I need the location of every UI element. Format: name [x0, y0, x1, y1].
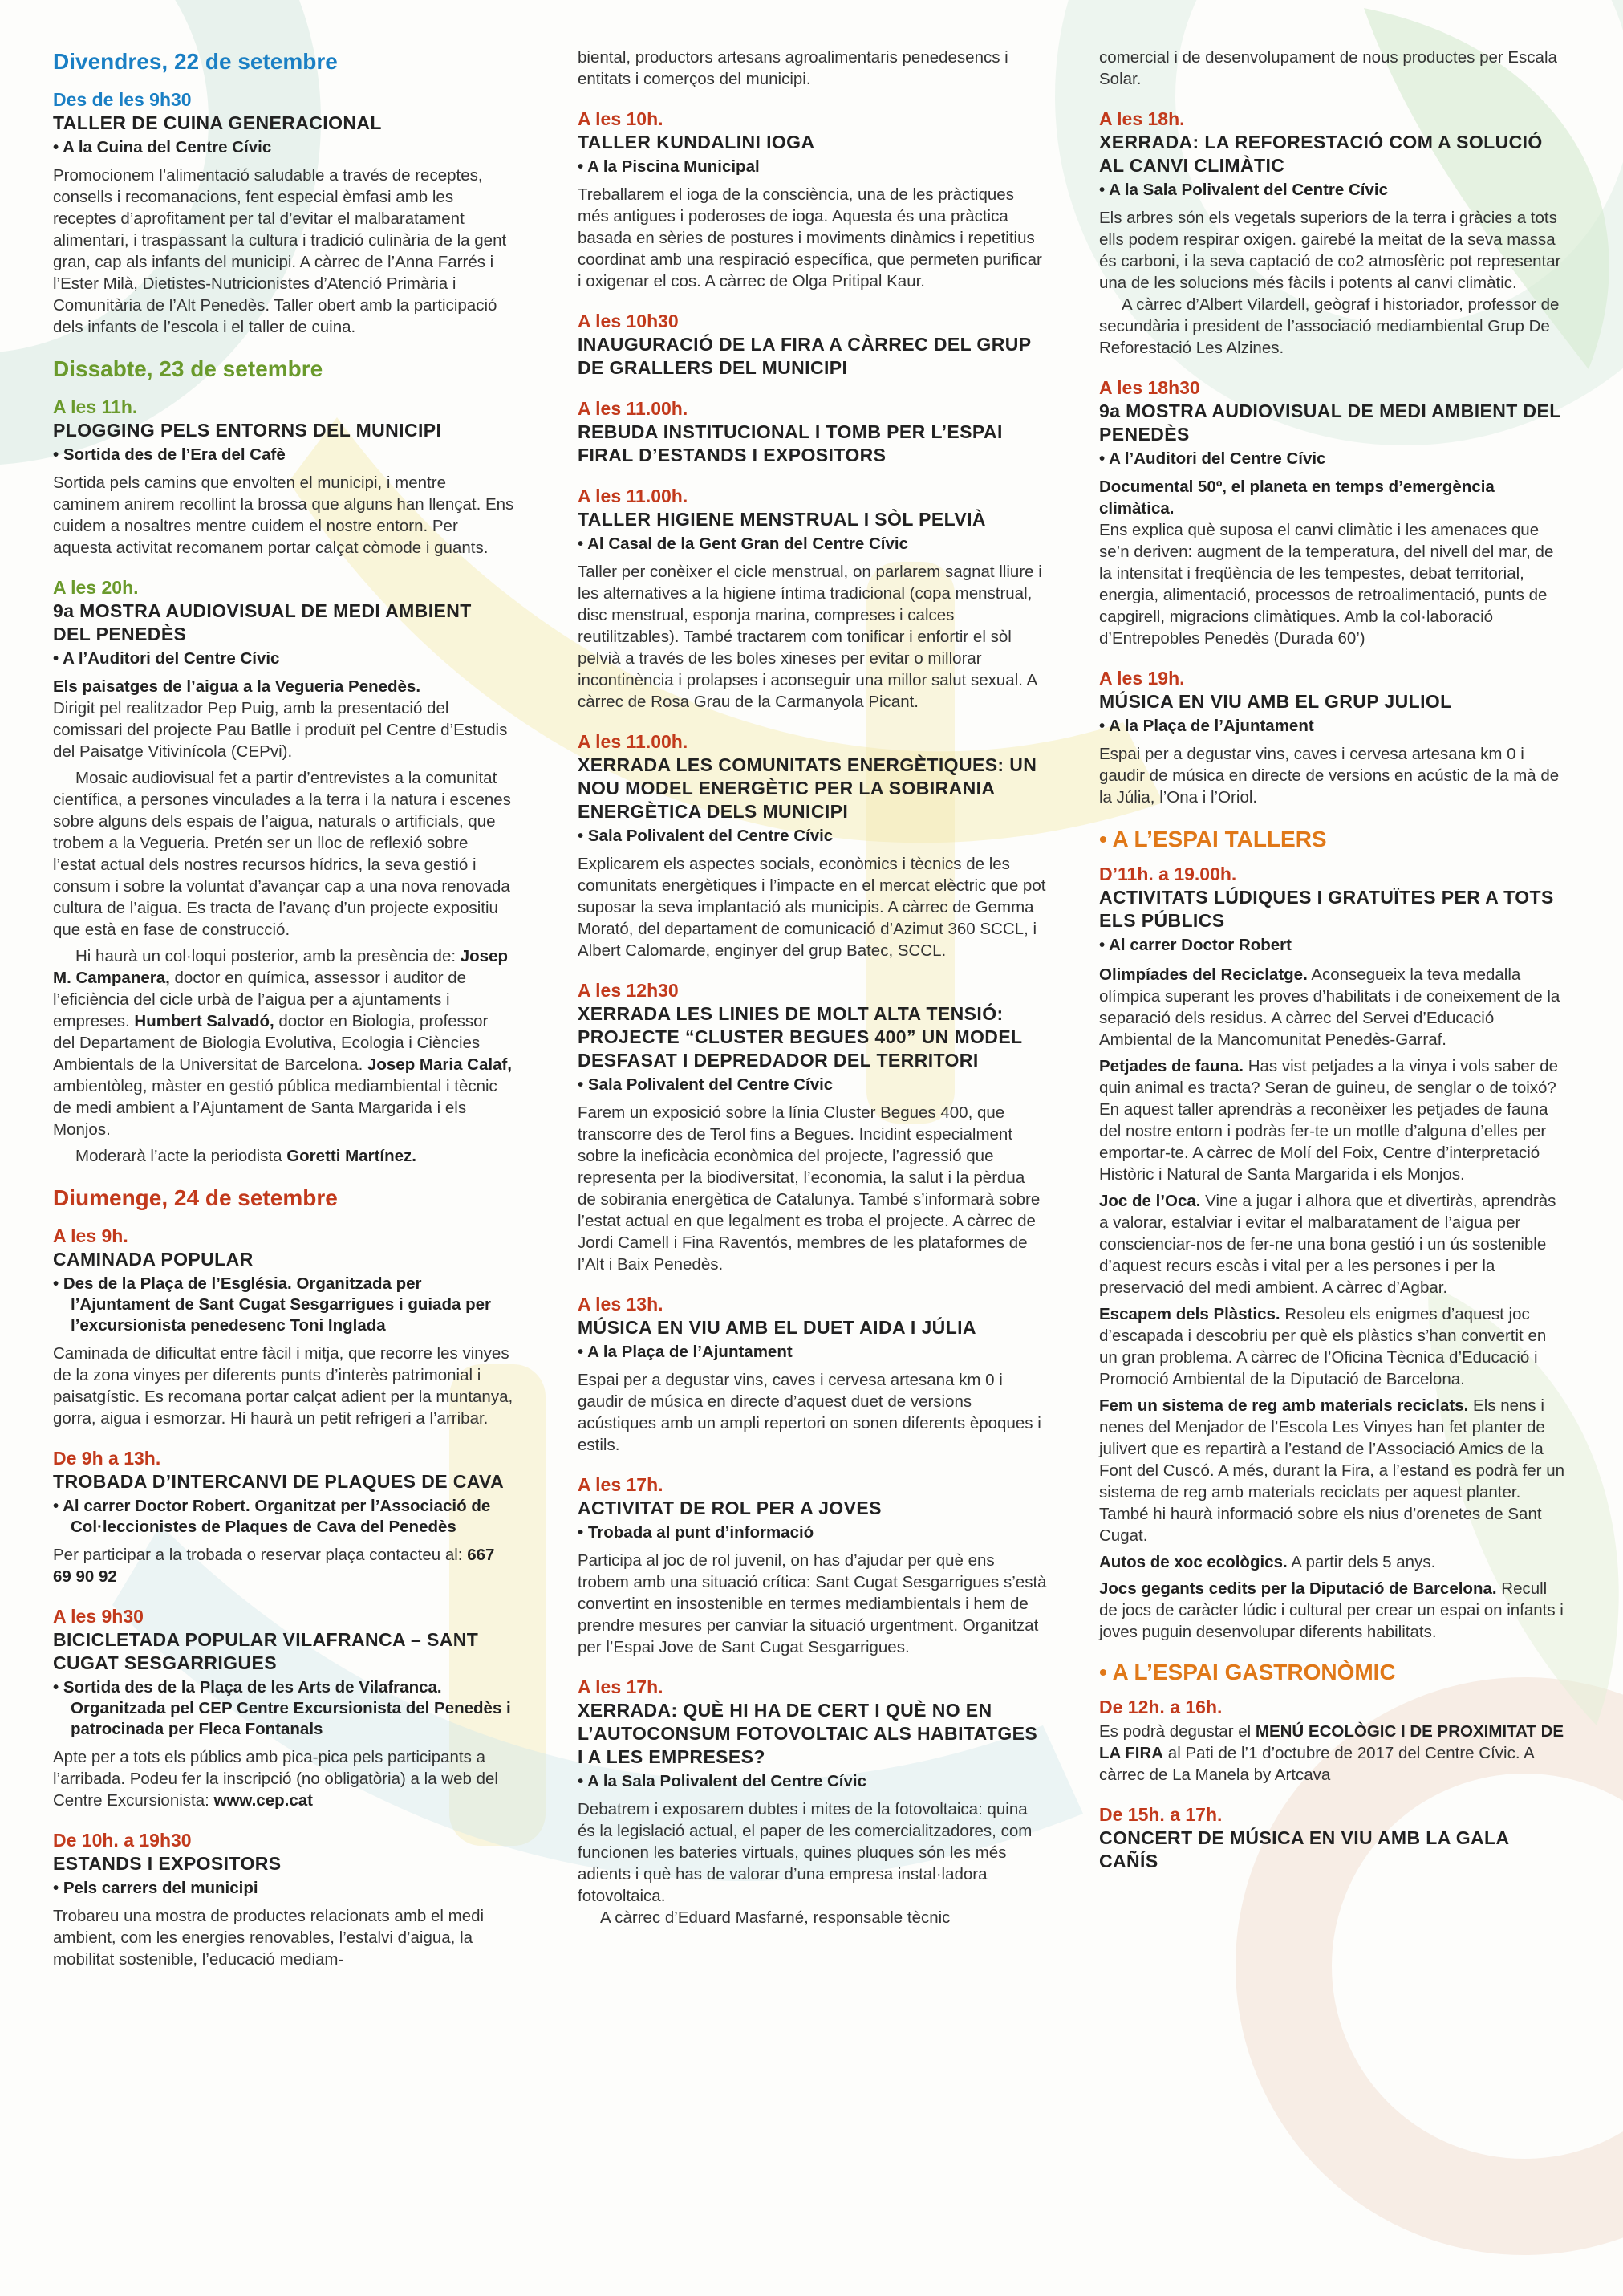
activity-list	[1099, 964, 1564, 1643]
event-location: • A l’Auditori del Centre Cívic	[53, 648, 514, 669]
activity-text: Resoleu els enigmes d’aquest joc d’escapada i descobriu per què els plàstics s’han convertit en un gran problema. A càrrec de l’Oficina Tècnica d’Educació i Promoció Ambiental de la Diputació de Barcelona.	[1099, 1305, 1547, 1388]
event	[578, 730, 1047, 961]
event-subtitle-text: Els paisatges de l’aigua a la Vegueria Penedès.	[53, 677, 421, 696]
event-time: De 10h. a 19h30	[53, 1830, 192, 1851]
activity-item	[1099, 1303, 1564, 1390]
activity-item	[1099, 964, 1564, 1050]
event-subtitle-text: Documental 50º, el planeta en temps d’emergència climàtica.	[1099, 477, 1495, 518]
day-heading: Diumenge, 24 de setembre	[53, 1185, 338, 1210]
text: Per participar a la trobada o reservar plaça contacteu al:	[53, 1546, 468, 1564]
event	[53, 88, 514, 338]
event	[53, 1447, 514, 1587]
event-title: ACTIVITATS LÚDIQUES I GRATUÏTES PER A TOTS ELS PÚBLICS	[1099, 887, 1554, 931]
activity-text: Aconsegueix la teva medalla olímpica superant les proves d’habilitats i de coneixement de la separació dels residus. A càrrec del Servei d’Educació Ambiental de la Mancomunitat Penedès-Garraf.	[1099, 965, 1560, 1049]
event-location: • A la Plaça de l’Ajuntament	[578, 1342, 1047, 1363]
text: Es podrà degustar el	[1099, 1722, 1256, 1741]
activity-item	[1099, 1578, 1564, 1643]
event-title: TALLER DE CUINA GENERACIONAL	[53, 112, 382, 133]
event-time: A les 11.00h.	[578, 731, 688, 752]
text: Hi haurà un col·loqui posterior, amb la presència de:	[75, 947, 461, 965]
event	[1099, 1803, 1564, 1873]
event-time: A les 17h.	[578, 1474, 663, 1495]
event-location: • Al Casal de la Gent Gran del Centre Cívic	[578, 534, 1047, 555]
event-description: Trobareu una mostra de productes relacionats amb el medi ambient, com les energies renovables, l’estalvi d’aigua, la mobilitat sostenible, l’educació mediam-	[53, 1907, 485, 1969]
event-paragraph: Els arbres són els vegetals superiors de la terra i gràcies a tots ells podem respirar oxigen. gairebé la meitat de la seva massa és carboni, i la seva captació de co2 atmosfèric pot representar una de les solucions més fàcils i potents al canvi climàtic.	[1099, 209, 1561, 292]
activity-name: Joc de l’Oca.	[1099, 1192, 1201, 1210]
event-title: CONCERT DE MÚSICA EN VIU AMB LA GALA CAÑÍS	[1099, 1827, 1509, 1871]
event-title: REBUDA INSTITUCIONAL I TOMB PER L’ESPAI FIRAL D’ESTANDS I EXPOSITORS	[578, 421, 1003, 465]
event-description: Espai per a degustar vins, caves i cervesa artesana km 0 i gaudir de música en directe de versions en acústic de la mà de la Júlia, l’Ona i l’Oriol.	[1099, 745, 1560, 807]
event-time: A les 11.00h.	[578, 398, 688, 419]
event	[53, 1605, 514, 1811]
event-location: • A la Sala Polivalent del Centre Cívic	[1099, 180, 1564, 201]
event-location: • A la Plaça de l’Ajuntament	[1099, 716, 1564, 737]
event-title: MÚSICA EN VIU AMB EL DUET AIDA I JÚLIA	[578, 1317, 976, 1338]
activity-name: Jocs gegants cedits per la Diputació de Barcelona.	[1099, 1579, 1497, 1598]
event-title: XERRADA LES COMUNITATS ENERGÈTIQUES: UN NOU MODEL ENERGÈTIC PER LA SOBIRANIA ENERGÈTICA DELS MUNICIPI	[578, 754, 1037, 822]
event-time: A les 10h30	[578, 311, 679, 331]
person-name: Josep M. Campanera,	[53, 947, 508, 987]
event-paragraph: A càrrec d’Albert Vilardell, geògraf i historiador, professor de secundària i president de l’associació mediambiental Grup De Reforestació Les Alzines.	[1099, 295, 1560, 357]
event-time: A les 13h.	[578, 1294, 663, 1315]
event-title: XERRADA: QUÈ HI HA DE CERT I QUÈ NO EN L’AUTOCONSUM FOTOVOLTAIC ALS HABITATGES I A LES EMPRESES?	[578, 1700, 1038, 1767]
event-time: A les 11.00h.	[578, 486, 688, 506]
column-3	[1099, 42, 1564, 1891]
event-description: Caminada de dificultat entre fàcil i mitja, que recorre les vinyes de la zona vinyes per diferents punts d’interès patrimonial i paisatgístic. Es recomana portar calçat adient per la muntanya, gorra, aigua i esmorzar. Hi haurà un petit refrigeri a l’arribar.	[53, 1344, 513, 1428]
event-description: Sortida pels camins que envolten el municipi, i mentre caminem anirem recollint la brossa que alguns han llençat. Ens cuidem a nosaltres mentre cuidem el nostre entorn. Per aquesta activitat recomanem portar calçat còmode i guants.	[53, 473, 514, 557]
activity-name: Fem un sistema de reg amb materials reciclats.	[1099, 1396, 1469, 1415]
event-description	[1099, 476, 1564, 649]
activity-item	[1099, 1190, 1564, 1298]
activity-name: Olimpíades del Reciclatge.	[1099, 965, 1308, 984]
activity-text: A partir dels 5 anys.	[1287, 1553, 1436, 1571]
event	[1099, 1696, 1564, 1786]
column-1	[53, 42, 514, 1988]
activity-text: Els nens i nenes del Menjador de l’Escola Les Vinyes han fet planter de julivert que es repartirà a l’estand de l’Associació Amics de la Font del Cuscó. A més, durant la Fira, a l’estand es podrà fer un sistema de reg amb materials reciclats per aquest planter. També hi haurà informació sobre els nius d’orenetes de Sant Cugat.	[1099, 1396, 1565, 1545]
event-description: Espai per a degustar vins, caves i cervesa artesana km 0 i gaudir de música en directe d’aquest duet de versions acústiques amb un ampli repertori on sonen diferents èpoques i estils.	[578, 1371, 1041, 1454]
event-description	[53, 1544, 514, 1587]
event-location: • A la Piscina Municipal	[578, 156, 1047, 177]
event-paragraph	[53, 945, 514, 1140]
section-heading: • A L’ESPAI GASTRONÒMIC	[1099, 1660, 1396, 1684]
event-description: Treballarem el ioga de la consciència, una de les pràctiques més antigues i poderoses de ioga. Aquesta és una pràctica basada en sèries de postures i moviments dinàmics i repetitius coordinat amb una respiració específica, que permeten purificar i oxigenar el cos. A càrrec de Olga Pritipal Kaur.	[578, 185, 1042, 291]
event	[1099, 108, 1564, 359]
event-location: • A la Sala Polivalent del Centre Cívic	[578, 1771, 1047, 1792]
event-title: BICICLETADA POPULAR VILAFRANCA – SANT CUGAT SESGARRIGUES	[53, 1629, 479, 1673]
event-time: A les 9h30	[53, 1606, 144, 1627]
event-time: A les 20h.	[53, 577, 139, 598]
event-location: • Pels carrers del municipi	[53, 1878, 514, 1899]
event-title: ACTIVITAT DE ROL PER A JOVES	[578, 1497, 882, 1518]
event-title: XERRADA: LA REFORESTACIÓ COM A SOLUCIÓ AL CANVI CLIMÀTIC	[1099, 132, 1543, 176]
event-title: 9a MOSTRA AUDIOVISUAL DE MEDI AMBIENT DEL PENEDÈS	[1099, 400, 1561, 445]
event	[53, 576, 514, 1167]
event-description	[53, 1746, 514, 1811]
event-description: Participa al joc de rol juvenil, on has d’ajudar per què ens trobem amb una situació crítica: Sant Cugat Sesgarrigues s’està convertint en insostenible en termes mediambientals i hem de prendre mesures per canviar la situació urgentment. Organitzat per l’Espai Jove de Sant Cugat Sesgarrigues.	[578, 1551, 1047, 1656]
event-location: • Sala Polivalent del Centre Cívic	[578, 1075, 1047, 1095]
event-location: • Sortida des de l’Era del Cafè	[53, 445, 514, 465]
event-subtitle	[1099, 476, 1564, 519]
activity-name: Petjades de fauna.	[1099, 1057, 1244, 1075]
event	[1099, 667, 1564, 808]
activity-name: Autos de xoc ecològics.	[1099, 1553, 1288, 1571]
person-name: Humbert Salvadó,	[134, 1012, 274, 1030]
event-title: PLOGGING PELS ENTORNS DEL MUNICIPI	[53, 420, 442, 441]
activity-item	[1099, 1055, 1564, 1185]
activity-item	[1099, 1551, 1564, 1573]
event	[53, 1225, 514, 1429]
event-description	[53, 676, 514, 1167]
event-time: A les 18h.	[1099, 108, 1185, 129]
text: ambientòleg, màster en gestió pública mediambiental i tècnic de medi ambient a l’Ajuntament de Santa Margarida i els Monjos.	[53, 1077, 497, 1139]
event-location: • A l’Auditori del Centre Cívic	[1099, 449, 1564, 469]
event-description: Farem un exposició sobre la línia Cluster Begues 400, que transcorre des de Terol fins a Begues. Incidint especialment sobre la ineficàcia econòmica del projecte, l’agressió que representa per la biodiversitat, l’economia, la salut i la pèrdua de sobirania energètica de Catalunya. També s’informarà sobre l’estat actual en que legalment es troba el projecte. A càrrec de Jordi Camell i Fina Raventós, membres de les plataformes de l’Alt i Baix Penedès.	[578, 1103, 1041, 1274]
text: al Pati de l’1 d’octubre de 2017 del Centre Cívic. A càrrec de La Manela by Artcava	[1099, 1744, 1534, 1784]
phone-number: 667 69 90 92	[53, 1546, 495, 1586]
column-2	[578, 42, 1047, 1946]
event-location: • Des de la Plaça de l’Església. Organitzada per l’Ajuntament de Sant Cugat Sesgarrigues i guiada per l’excursionista penedesenc Toni Inglada	[53, 1274, 514, 1336]
person-name: Josep Maria Calaf,	[367, 1055, 512, 1074]
event-title: MÚSICA EN VIU AMB EL GRUP JULIOL	[1099, 691, 1452, 712]
event-title: TROBADA D’INTERCANVI DE PLAQUES DE CAVA	[53, 1471, 505, 1492]
menu-name: MENÚ ECOLÒGIC I DE PROXIMITAT DE LA FIRA	[1099, 1722, 1564, 1762]
event	[53, 1829, 514, 1970]
event	[578, 397, 1047, 467]
event-title: TALLER HIGIENE MENSTRUAL I SÒL PELVIÀ	[578, 509, 986, 530]
person-name: Goretti Martínez.	[286, 1147, 416, 1165]
event-paragraph: A càrrec d’Eduard Masfarné, responsable tècnic	[600, 1908, 951, 1927]
event-time: A les 9h.	[53, 1225, 128, 1246]
event-description-continued: biental, productors artesans agroalimentaris penedesencs i entitats i comerços del municipi.	[578, 48, 1008, 88]
event-title: XERRADA LES LINIES DE MOLT ALTA TENSIÓ: PROJECTE “CLUSTER BEGUES 400” UN MODEL DESFASAT I DEPREDADOR DEL TERRITORI	[578, 1003, 1023, 1071]
event-description-continued: comercial i de desenvolupament de nous productes per Escala Solar.	[1099, 48, 1557, 88]
event-title: CAMINADA POPULAR	[53, 1249, 254, 1270]
event	[578, 1473, 1047, 1658]
event-title: INAUGURACIÓ DE LA FIRA A CÀRREC DEL GRUP DE GRALLERS DEL MUNICIPI	[578, 334, 1032, 378]
event	[578, 1676, 1047, 1928]
event-location: • Sortida des de la Plaça de les Arts de Vilafranca. Organitzada pel CEP Centre Excursionista del Penedès i patrocinada per Fleca Fontanals	[53, 1677, 514, 1740]
event-description	[1099, 1721, 1564, 1786]
event-paragraph: Dirigit pel realitzador Pep Puig, amb la presentació del comissari del projecte Pau Batlle i produït pel Centre d’Estudis del Paisatge Vitivinícola (CEPvi).	[53, 699, 508, 761]
event-paragraph: Ens explica què suposa el canvi climàtic i les amenaces que se’n deriven: augment de la temperatura, del nivell del mar, de la intensitat i freqüència de les tempestes, debat territorial, energia, alimentació, processos de retroalimentació, punts de capgirell, migracions climàtiques. Amb la col·laboració d’Entrepobles Penedès (Durada 60’)	[1099, 521, 1554, 648]
event	[578, 1293, 1047, 1456]
day-heading: Dissabte, 23 de setembre	[53, 356, 323, 381]
text: Moderarà l’acte la periodista	[75, 1147, 287, 1165]
event	[578, 979, 1047, 1275]
activity-text: Recull de jocs de caràcter lúdic i cultural per crear un espai on infants i joves puguin desenvolupar diferents habilitats.	[1099, 1579, 1564, 1641]
event-description	[1099, 207, 1564, 359]
event-time: De 9h a 13h.	[53, 1448, 161, 1469]
event	[53, 396, 514, 559]
text: doctor en química, assessor i auditor de l’eficiència del cicle urbà de l’aigua per a ajuntaments i empreses.	[53, 969, 467, 1030]
activity-text: Vine a jugar i alhora que et divertiràs, aprendràs a valorar, estalviar i evitar el malbaratament de l’aigua per conscienciar-nos de fer-ne una bona gestió i un ús sostenible d’aquest recurs escàs i vital per a les persones i per la preservació del medi ambient. A càrrec d’Agbar.	[1099, 1192, 1556, 1297]
event	[578, 108, 1047, 292]
event-paragraph: Debatrem i exposarem dubtes i mites de la fotovoltaica: quina és la legislació actual, el paper de les comercialitzadores, com funcionen les bateries virtuals, quines pluques són les més adients i què has de valorar d’una empresa instal·ladora fotovoltaica.	[578, 1800, 1033, 1905]
event-paragraph: Mosaic audiovisual fet a partir d’entrevistes a la comunitat científica, a persones vinculades a la terra i la natura i escenes sobre alguns dels espais de l’aigua, naturals o artificials, que trobem a la Vegueria. Pretén ser un lloc de reflexió sobre l’estat actual dels nostres recursos hídrics, la seva gestió i consum i sobre la voluntat d’avançar cap a una nova renovada cultura de l’aigua. Es tracta de l’avanç d’un projecte expositiu que està en fase de construcció.	[53, 769, 511, 939]
event-time: A les 19h.	[1099, 668, 1185, 689]
event-paragraph	[53, 1145, 514, 1167]
event-title: TALLER KUNDALINI IOGA	[578, 132, 815, 152]
event-title: ESTANDS I EXPOSITORS	[53, 1853, 282, 1874]
activity-name: Escapem dels Plàstics.	[1099, 1305, 1280, 1323]
day-heading: Divendres, 22 de setembre	[53, 49, 338, 74]
event-time: A les 10h.	[578, 108, 663, 129]
event-description	[578, 1798, 1047, 1928]
event-description: Promocionem l’alimentació saludable a través de receptes, consells i recomanacions, fent especial èmfasi amb les receptes d’aprofitament per tal d’evitar el malbaratament alimentari, i traspassant la cultura i tradició culinària de la gent gran, cap als infants del municipi. A càrrec de l’Anna Farrés i l’Ester Milà, Dietistes-Nutricionistes d’Atenció Primària i Comunitària de l’Alt Penedès. Taller obert amb la participació dels infants de l’escola i el taller de cuina.	[53, 166, 507, 336]
event-time: De 12h. a 16h.	[1099, 1697, 1223, 1717]
event-location: • Al carrer Doctor Robert	[1099, 935, 1564, 956]
section-heading: • A L’ESPAI TALLERS	[1099, 827, 1327, 851]
event-title: 9a MOSTRA AUDIOVISUAL DE MEDI AMBIENT DEL PENEDÈS	[53, 600, 472, 644]
event-description: Taller per conèixer el cicle menstrual, on parlarem sagnat lliure i les alternatives a la higiene íntima tradicional (copa menstrual, disc menstrual, esponja marina, compreses i calces reutilitzables). També tractarem com tonificar i enfortir el sòl pelvià a través de les boles xineses per evitar o millorar incontinència i prolapses i aconseguir una millor salut sexual. A càrrec de Rosa Grau de la Carmanyola Picant.	[578, 563, 1042, 711]
event	[1099, 863, 1564, 956]
activity-text: Has vist petjades a la vinya i vols saber de quin animal es tracta? Seran de guineu, de senglar o de toixó? En aquest taller aprendràs a reconèixer les petjades de fauna del nostre entorn i podràs fer-te un motlle d’alguna d’elles per emportar-te. A càrrec de Molí del Foix, Centre d’interpretació Històric i Natural de Santa Margarida i els Monjos.	[1099, 1057, 1558, 1184]
event-location: • A la Cuina del Centre Cívic	[53, 137, 514, 158]
event-time: De 15h. a 17h.	[1099, 1804, 1223, 1825]
text: doctor en Biologia, professor del Departament de Biologia Evolutiva, Ecologia i Ciències Ambientals de la Universitat de Barcelona.	[53, 1012, 489, 1074]
event-description: Explicarem els aspectes socials, econòmics i tècnics de les comunitats energètiques i l’impacte en el mercat elèctric que pot suposar la seva implantació als municipis. A càrrec de Gemma Morató, del departament de comunicació d’Azimut 360 SCCL, i Albert Calomarde, enginyer del grup Batec, SCCL.	[578, 855, 1046, 960]
event	[578, 485, 1047, 713]
event-time: D’11h. a 19.00h.	[1099, 864, 1237, 884]
event-time: A les 17h.	[578, 1676, 663, 1697]
event-time: A les 12h30	[578, 980, 679, 1001]
event	[578, 310, 1047, 380]
event-time: A les 18h30	[1099, 377, 1200, 398]
event-location: • Sala Polivalent del Centre Cívic	[578, 826, 1047, 847]
text: Apte per a tots els públics amb pica-pica pels participants a l’arribada. Podeu fer la inscripció (no obligatòria) a la web del Centre Excursionista:	[53, 1748, 498, 1810]
activity-item	[1099, 1395, 1564, 1546]
event-location: • Trobada al punt d’informació	[578, 1522, 1047, 1543]
event-time: A les 11h.	[53, 396, 138, 417]
event-location: • Al carrer Doctor Robert. Organitzat per l’Associació de Col·leccionistes de Plaques de Cava del Penedès	[53, 1496, 514, 1538]
event	[1099, 376, 1564, 649]
website-link[interactable]: www.cep.cat	[213, 1791, 313, 1810]
event-time: Des de les 9h30	[53, 89, 192, 110]
event-subtitle	[53, 676, 514, 697]
